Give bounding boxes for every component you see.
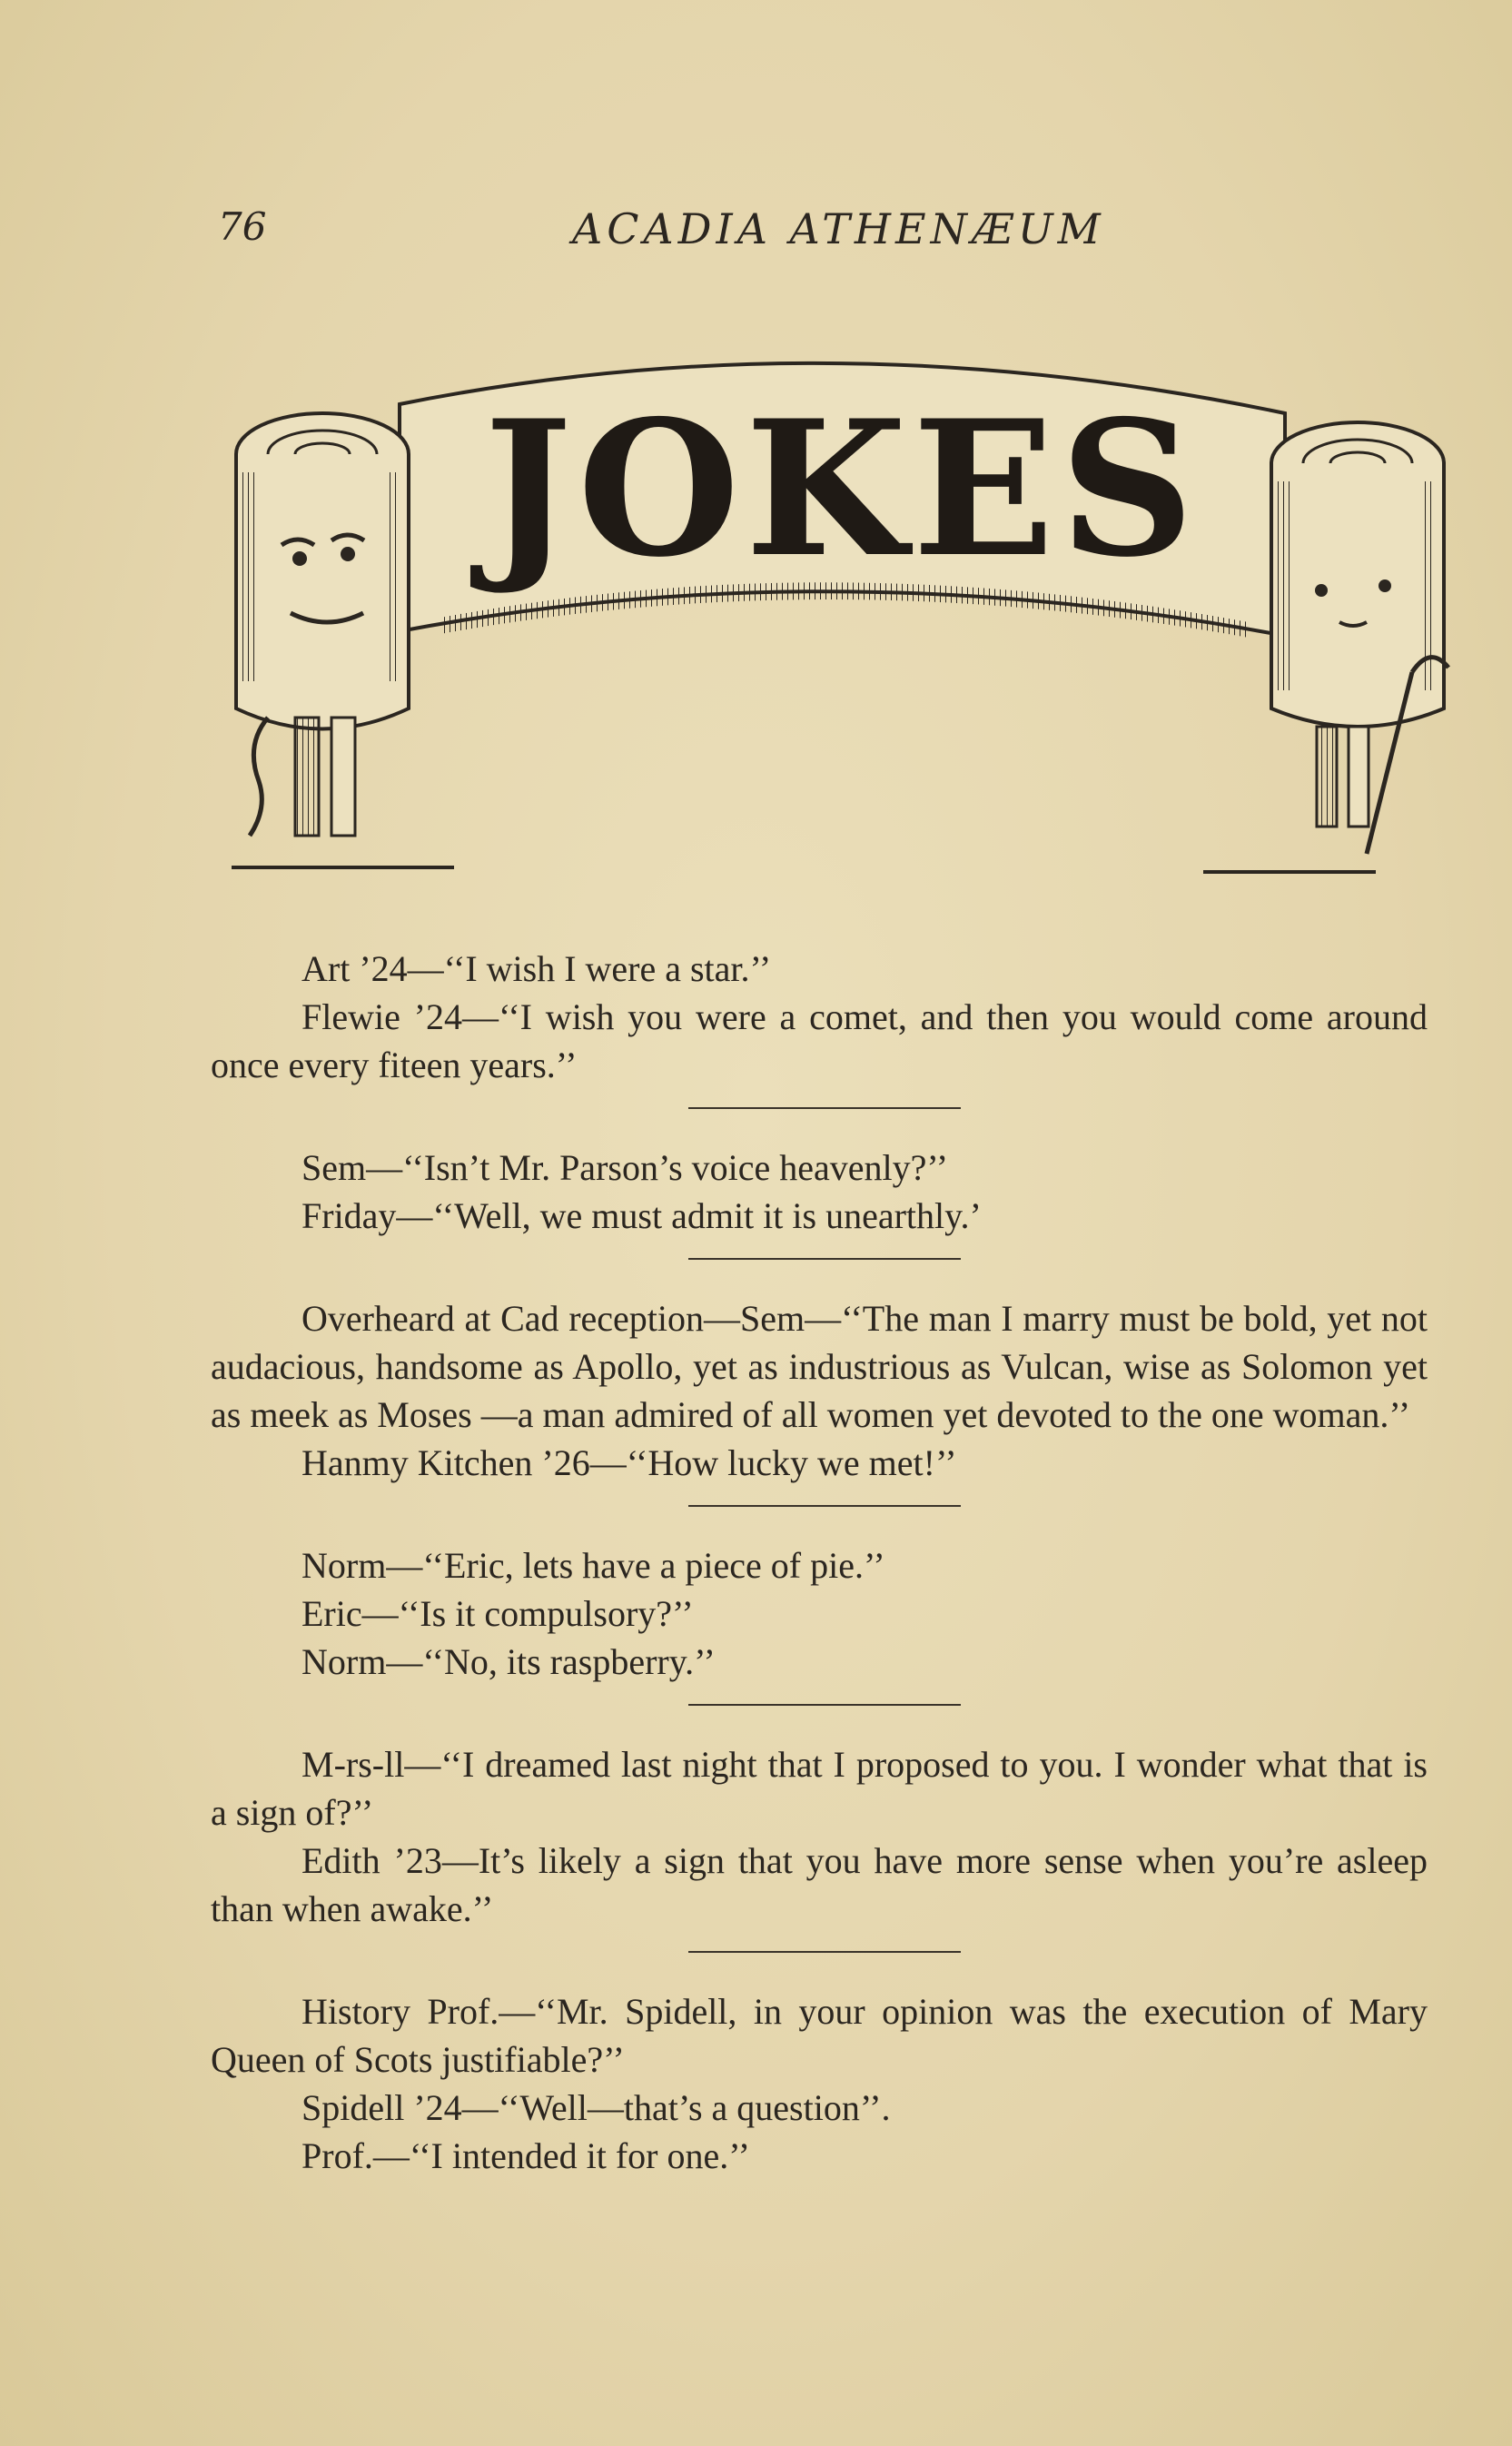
joke xyxy=(211,1987,1428,2180)
joke-line: Spidell ’24—‘‘Well—that’s a question’’. xyxy=(301,2087,891,2128)
joke-line: Prof.—‘‘I intended it for one.’’ xyxy=(301,2135,750,2176)
joke xyxy=(211,1144,1428,1240)
joke-line: History Prof.—‘‘Mr. Spidell, in your opinion was the execution of Mary Queen of Scots justifiable?’’ xyxy=(211,1991,1428,2080)
joke-line: Friday—‘‘Well, we must admit it is unearthly.’ xyxy=(301,1195,982,1236)
divider-rule xyxy=(688,1951,961,1953)
joke xyxy=(211,1740,1428,1933)
divider-rule xyxy=(688,1505,961,1507)
joke xyxy=(211,1541,1428,1686)
divider-rule xyxy=(688,1258,961,1260)
joke-line: Flewie ’24—‘‘I wish you were a comet, and then you would come around once every fiteen years.’’ xyxy=(211,996,1428,1085)
banner-title: JOKES xyxy=(483,381,1201,599)
jokes-banner xyxy=(232,327,1453,890)
joke xyxy=(211,1294,1428,1487)
page-number: 76 xyxy=(218,204,267,249)
joke-line: Eric—‘‘Is it compulsory?’’ xyxy=(301,1593,694,1634)
joke-line: Art ’24—‘‘I wish I were a star.’’ xyxy=(301,948,772,989)
joke-line: Sem—‘‘Isn’t Mr. Parson’s voice heavenly?’’ xyxy=(301,1147,949,1188)
divider-rule xyxy=(688,1704,961,1706)
divider-rule xyxy=(688,1107,961,1109)
joke-line: Norm—‘‘Eric, lets have a piece of pie.’’ xyxy=(301,1545,885,1586)
joke-line: Norm—‘‘No, its raspberry.’’ xyxy=(301,1641,716,1682)
joke-line: Hanmy Kitchen ’26—‘‘How lucky we met!’’ xyxy=(301,1442,957,1483)
page-header xyxy=(218,204,1335,259)
jokes-list xyxy=(211,945,1428,2180)
joke-line: M-rs-ll—‘‘I dreamed last night that I proposed to you. I wonder what that is a sign of?’’ xyxy=(211,1744,1428,1833)
running-title: ACADIA ATHENÆUM xyxy=(572,204,1105,253)
joke-line: Edith ’23—It’s likely a sign that you have more sense when you’re asleep than when awake.’’ xyxy=(211,1840,1428,1929)
joke xyxy=(211,945,1428,1089)
joke-line: Overheard at Cad reception—Sem—‘‘The man I marry must be bold, yet not audacious, handsome as Apollo, yet as industrious as Vulcan, wise as Solomon yet as meek as Moses —a man admired of all women yet devoted to the one woman.’’ xyxy=(211,1298,1428,1435)
